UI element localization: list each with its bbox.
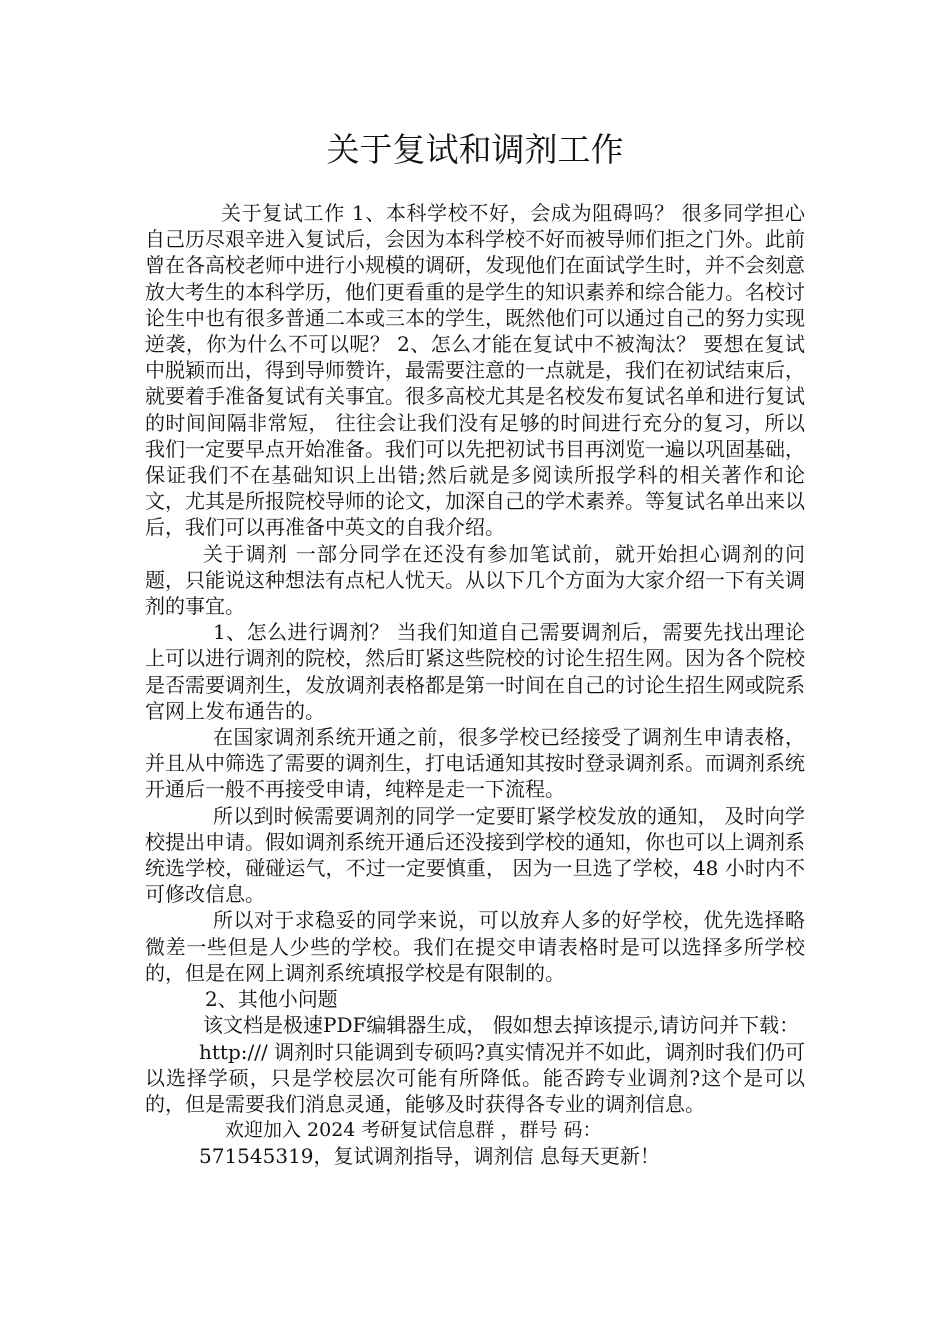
paragraph-professional-degree: http:/// 调剂时只能调到专硕吗?真实情况并不如此，调剂时我们仍可以选择学硕，只是学校层次可能有所降低。能否跨专业调剂?这个是可以的，但是需要我们消息灵通，能够及时获得各专业的调剂信息。: [145, 1039, 805, 1116]
paragraph-choose-stable: 所以对于求稳妥的同学来说，可以放弃人多的好学校，优先选择略微差一些但是人少些的学校。我们在提交申请表格时是可以选择多所学校的，但是在网上调剂系统填报学校是有限制的。: [145, 908, 805, 985]
document-title: 关于复试和调剂工作: [326, 130, 624, 169]
paragraph-pdf-notice: 该文档是极速PDF编辑器生成， 假如想去掉该提示,请访问并下载：: [203, 1013, 800, 1038]
paragraph-watch-notices: 所以到时候需要调剂的同学一定要盯紧学校发放的通知， 及时向学校提出申请。假如调剂系统开通后还没接到学校的通知，你也可以上调剂系统选学校，碰碰运气，不过一定要慎重， 因为一旦选了学校，48 小时内不可修改信息。: [145, 803, 805, 907]
section-heading-other-questions: 2、其他小问题: [205, 987, 338, 1012]
paragraph-group-number: 571545319，复试调剂指导，调剂信 息每天更新！: [199, 1144, 660, 1169]
document-body: [145, 200, 805, 1170]
paragraph-before-system-opens: 在国家调剂系统开通之前，很多学校已经接受了调剂生申请表格，并且从中筛选了需要的调剂生，打电话通知其按时登录调剂系。而调剂系统开通后一般不再接受申请，纯粹是走一下流程。: [145, 725, 805, 802]
paragraph-adjustment-intro: 关于调剂 一部分同学在还没有参加笔试前，就开始担心调剂的问题，只能说这种想法有点杞人忧天。从以下几个方面为大家介绍一下有关调剂的事宜。: [145, 541, 805, 619]
paragraph-how-to-adjust: 1、怎么进行调剂？ 当我们知道自己需要调剂后，需要先找出理论上可以进行调剂的院校，然后盯紧这些院校的讨论生招生网。因为各个院校是否需要调剂生，发放调剂表格都是第一时间在自己的讨论生招生网或院系官网上发布通告的。: [145, 620, 805, 723]
paragraph-retest: 关于复试工作 1、本科学校不好，会成为阻碍吗？ 很多同学担心自己历尽艰辛进入复试后，会因为本科学校不好而被导师们拒之门外。此前曾在各高校老师中进行小规模的调研，发现他们在面试学生时，并不会刻意放大考生的本科学历，他们更看重的是学生的知识素养和综合能力。名校讨论生中也有很多普通二本或三本的学生，既然他们可以通过自己的努力实现逆袭，你为什么不可以呢？ 2、怎么才能在复试中不被淘汰？ 要想在复试中脱颖而出，得到导师赞许，最需要注意的一点就是，我们在初试结束后，就要着手准备复试有关事宜。很多高校尤其是名校发布复试名单和进行复试的时间间隔非常短， 往往会让我们没有足够的时间进行充分的复习，所以我们一定要早点开始准备。我们可以先把初试书目再浏览一遍以巩固基础，保证我们不在基础知识上出错;然后就是多阅读所报学科的相关著作和论文，尤其是所报院校导师的论文，加深自己的学术素养。等复试名单出来以后，我们可以再准备中英文的自我介绍。: [145, 201, 805, 540]
paragraph-join-group: 欢迎加入 2024 考研复试信息群 ，群号 码：: [225, 1119, 602, 1142]
